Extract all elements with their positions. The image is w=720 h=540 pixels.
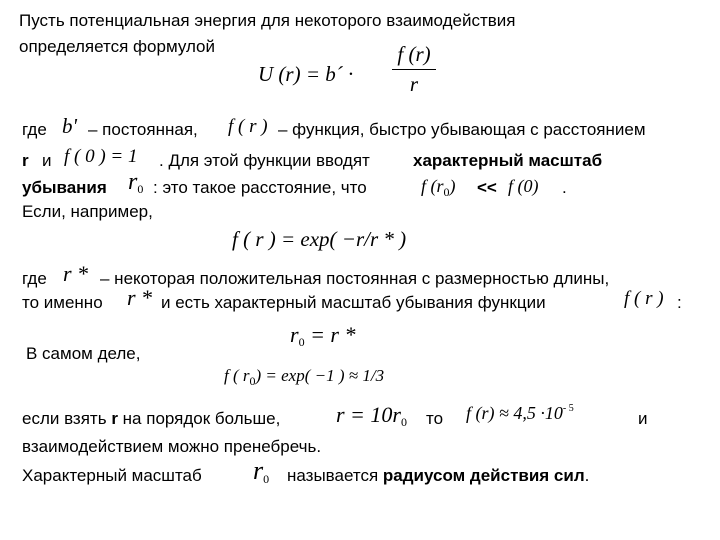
p4-text-1: Характерный масштаб xyxy=(22,466,202,485)
p2-gde: где xyxy=(22,269,47,288)
p1-r-bold: r xyxy=(22,151,29,170)
p1-condition: f $(r_0)$ xyxy=(421,176,456,199)
p1-cond-rhs: f (0) xyxy=(508,176,539,196)
p1-const-text: – постоянная, xyxy=(88,120,198,139)
formula-u-denominator: r xyxy=(409,72,419,96)
p4-text-2: называется радиусом действия сил. xyxy=(287,466,590,485)
p1-cond-op: << xyxy=(477,178,497,197)
p3-eq: $r = 10r_0$ xyxy=(336,402,407,429)
intro-line-1: Пусть потенциальная энергия для некоторого взаимодействия xyxy=(19,11,516,30)
p2-rstar-2: r * xyxy=(127,285,153,310)
p1-gde: где xyxy=(22,120,47,139)
p2-text-2: то именно xyxy=(22,293,103,312)
p2-colon: : xyxy=(677,293,682,312)
formula-u-numerator: f (r) xyxy=(397,42,431,66)
p1-bprime: b' xyxy=(62,114,77,138)
p1-def-text: : это такое расстояние, что xyxy=(153,178,367,197)
indeed-formula: f ( $r_0) = \exp( -1$ ) ≈ 1/3 xyxy=(224,366,385,388)
p1-term-2: убывания xyxy=(22,178,107,197)
example-formula: f ( r ) = exp( −r/r * ) xyxy=(232,227,407,251)
p3-line-2: взаимодействием можно пренебречь. xyxy=(22,437,322,456)
p2-fr: f ( r ) xyxy=(624,288,664,309)
p4-r0: $r_0$ xyxy=(253,456,270,486)
p1-intro-text: . Для этой функции вводят xyxy=(159,151,370,170)
p3-and: и xyxy=(638,409,648,428)
p1-fr: f ( r ) xyxy=(228,116,268,137)
example-lead: Если, например, xyxy=(22,202,153,221)
formula-u-lhs: U (r) = b´ · xyxy=(258,62,354,86)
eq-r0: $r_0 = r$ * xyxy=(290,322,356,349)
fraction-bar xyxy=(392,69,436,70)
p2-rstar: r * xyxy=(63,261,89,286)
p1-f0: f ( 0 ) = 1 xyxy=(64,146,138,167)
p3-then: то xyxy=(426,409,444,428)
p3-text-1: если взять r на порядок больше, xyxy=(22,409,281,428)
p1-period: . xyxy=(562,178,567,197)
p3-r-bold: r xyxy=(111,409,118,428)
p3-approx: f $(r) \approx 4,5 \cdot 10^{- 5}$ xyxy=(466,403,574,423)
p2-text-1: – некоторая положительная постоянная с размерностью длины, xyxy=(100,269,610,288)
p2-text-3: и есть характерный масштаб убывания функции xyxy=(161,293,546,312)
p1-func-text: – функция, быстро убывающая с расстоянием xyxy=(278,120,646,139)
p1-and: и xyxy=(42,151,52,170)
formula-u-fraction xyxy=(392,42,436,97)
indeed-text: В самом деле, xyxy=(26,344,141,363)
p1-term-1: характерный масштаб xyxy=(413,151,603,170)
intro-line-2: определяется формулой xyxy=(19,37,216,56)
p4-term: радиусом действия сил xyxy=(382,466,585,485)
p1-r0: $r_0$ xyxy=(128,169,144,196)
